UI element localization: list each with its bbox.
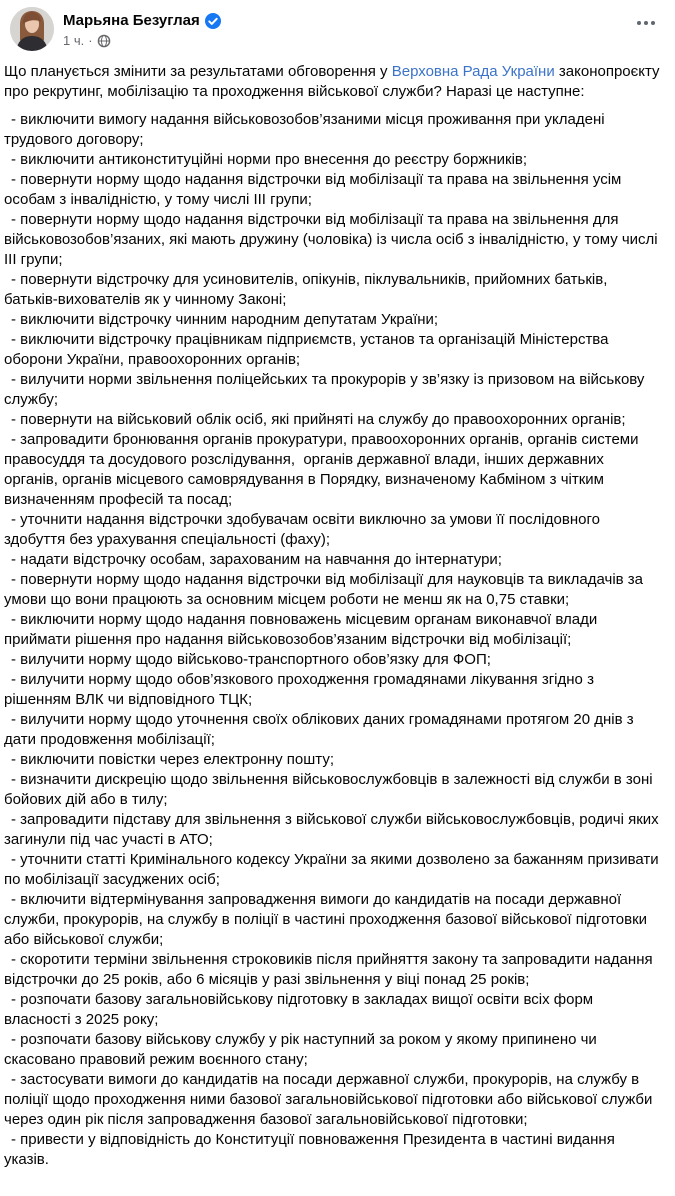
- post-list-item: - вилучити норми звільнення поліцейських та прокурорів у зв’язку із призовом на військову службу;: [4, 371, 649, 408]
- post-list-item: - повернути норму щодо надання відстрочки від мобілізації та права на звільнення усім особам з інвалідністю, у тому числі III групи;: [4, 171, 626, 208]
- author-name[interactable]: Марьяна Безуглая: [63, 12, 200, 29]
- post-body: [0, 51, 675, 1176]
- post-list-item: - повернути відстрочку для усиновителів, опікунів, піклувальників, прийомних батьків, батьків-вихователів як у чинному Законі;: [4, 271, 612, 308]
- post-list-item: - уточнити статті Кримінального кодексу України за якими дозволено за бажанням призивати по мобілізації засуджених осіб;: [4, 851, 663, 888]
- post-list-item: - вилучити норму щодо військово-транспортного обов’язку для ФОП;: [11, 651, 491, 668]
- author-avatar[interactable]: [10, 7, 54, 51]
- post-list-item: - повернути норму щодо надання відстрочки від мобілізації та права на звільнення для військовозобов’язаних, які мають дружину (чоловіка) із числа осіб з інвалідністю, у тому числі III групи;: [4, 211, 662, 268]
- post-list-item: - виключити норму щодо надання повноважень місцевим органам виконавчої влади приймати рішення про надання військовозобов’язаним відстрочки від мобілізації;: [4, 611, 602, 648]
- verkhovna-rada-link[interactable]: Верховна Рада України: [391, 63, 555, 80]
- post-list-item: - виключити повістки через електронну пошту;: [11, 751, 334, 768]
- more-options-icon: [651, 21, 655, 25]
- intro-text-after-link: законопроєкту про рекрутинг, мобілізацію та проходження військової служби? Наразі це наступне:: [4, 63, 660, 100]
- more-options-icon: [637, 21, 641, 25]
- meta-separator: ·: [88, 33, 93, 48]
- post-list-item: - виключити вимогу надання військовозобов’язаними місця проживання при укладені трудового договору;: [4, 111, 609, 148]
- timestamp[interactable]: 1 ч.: [63, 33, 85, 48]
- avatar-image: [10, 7, 54, 51]
- post-meta-row: [63, 33, 631, 48]
- header-meta: [63, 7, 631, 48]
- post-list-item: - вилучити норму щодо обов’язкового проходження громадянами лікування згідно з рішенням ВЛК чи відповідного ТЦК;: [4, 671, 599, 708]
- post-list-item: - запровадити бронювання органів прокуратури, правоохоронних органів, органів системи правосуддя та досудового розслідування, органів державної влади, інших державних органів, органів місцевого самоврядування в Порядку, визначеному Кабміном з чітким визначенням професій та посад;: [4, 431, 643, 508]
- post-intro: [4, 62, 660, 102]
- post-list-item: - скоротити терміни звільнення строковиків після прийняття закону та запровадити надання відстрочки до 25 років, або 6 місяців у разі звільнення у віці понад 25 років;: [4, 951, 657, 988]
- post-list-item: - виключити антиконституційні норми про внесення до реєстру боржників;: [11, 151, 528, 168]
- post-list-item: - повернути на військовий облік осіб, які прийняті на службу до правоохоронних органів;: [11, 411, 626, 428]
- post-items-list: [4, 110, 663, 1170]
- more-options-icon: [644, 21, 648, 25]
- post-header: [0, 0, 675, 51]
- post-list-item: - включити відтермінування запровадження вимоги до кандидатів на посади державної служби, прокурорів, на службу в поліції в частині проходження базової військової підготовки або військової служби;: [4, 891, 652, 948]
- post-list-item: - повернути норму щодо надання відстрочки від мобілізації для науковців та викладачів за умови що вони працюють за основним місцем роботи не менш як на 0,75 ставки;: [4, 571, 648, 608]
- author-row: [63, 7, 631, 29]
- public-globe-icon: [97, 34, 111, 48]
- post-list-item: - надати відстрочку особам, зарахованим на навчання до інтернатури;: [11, 551, 502, 568]
- intro-text-before-link: Що планується змінити за результатами обговорення у: [4, 63, 392, 80]
- post-list-item: - вилучити норму щодо уточнення своїх облікових даних громадянами протягом 20 днів з дати продовження мобілізації;: [4, 711, 638, 748]
- more-options-button[interactable]: [631, 7, 661, 39]
- post-list-item: - виключити відстрочку чинним народним депутатам України;: [11, 311, 439, 328]
- post-list-item: - уточнити надання відстрочки здобувачам освіти виключно за умови її послідовного здобуття без урахування спеціальності (фаху);: [4, 511, 605, 548]
- post-list-item: - розпочати базову військову службу у рік наступний за роком у якому припинено чи скасовано правовий режим воєнного стану;: [4, 1031, 601, 1068]
- post-list-item: - виключити відстрочку працівникам підприємств, установ та організацій Міністерства оборони України, правоохоронних органів;: [4, 331, 613, 368]
- post-list-item: - розпочати базову загальновійськову підготовку в закладах вищої освіти всіх форм власності з 2025 року;: [4, 991, 598, 1028]
- verified-badge-icon: [205, 13, 221, 29]
- post-list-item: - привести у відповідність до Конституції повноваження Президента в частині видання указів.: [4, 1131, 619, 1168]
- post-list-item: - запровадити підставу для звільнення з військової служби військовослужбовців, родичі яких загинули під час участі в АТО;: [4, 811, 663, 848]
- post-list-item: - застосувати вимоги до кандидатів на посади державної служби, прокурорів, на службу в поліції щодо проходження ними базової загальновійськової підготовки або військової служби через один рік після запровадження базової загальновійськової підготовки;: [4, 1071, 657, 1128]
- post-list-item: - визначити дискрецію щодо звільнення військовослужбовців в залежності від служби в зоні бойових дій або в тилу;: [4, 771, 657, 808]
